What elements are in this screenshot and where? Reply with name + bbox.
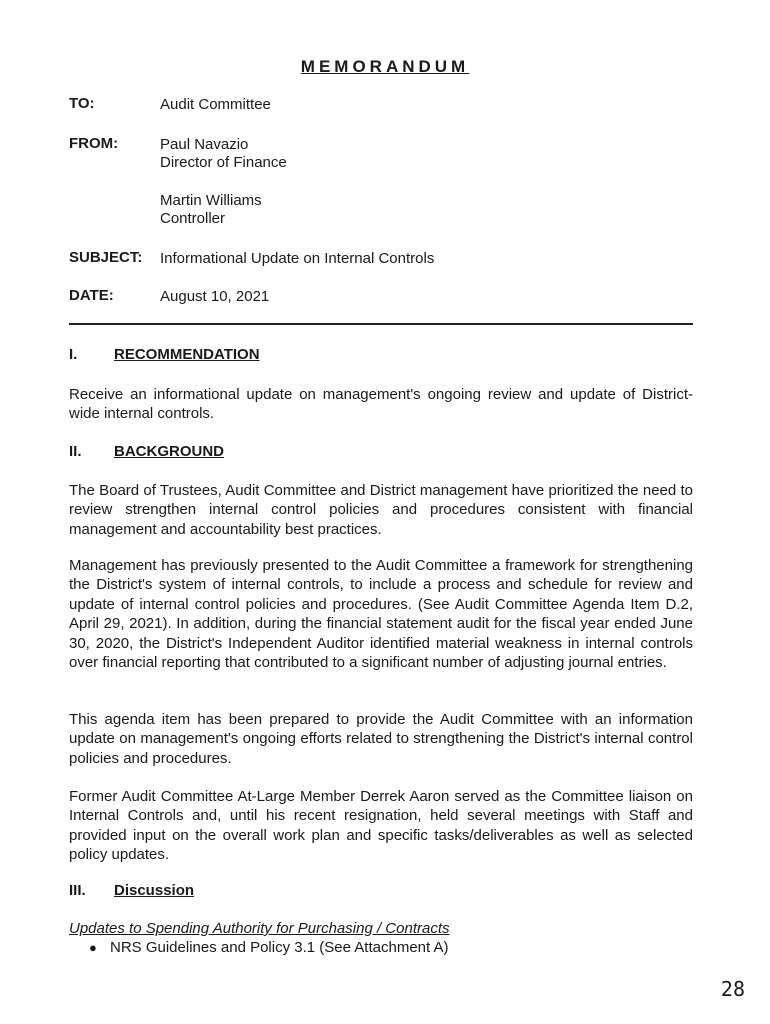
from-name-2: Martin Williams — [160, 192, 262, 209]
section-2-title: BACKGROUND — [114, 443, 224, 460]
section-3-title: Discussion — [114, 882, 195, 899]
to-label: TO: — [69, 95, 95, 112]
background-paragraph-1: The Board of Trustees, Audit Committee and District management have prioritized the need to review strengthen internal control policies and procedures consistent with financial management and accountability best practices. — [69, 482, 693, 538]
from-title-1: Director of Finance — [160, 154, 287, 171]
date-value: August 10, 2021 — [160, 288, 270, 305]
memo-title: MEMORANDUM — [300, 57, 470, 76]
discussion-bullet: NRS Guidelines and Policy 3.1 (See Attachment A) — [110, 939, 449, 956]
recommendation-paragraph: Receive an informational update on management's ongoing review and update of District-wide internal controls. — [69, 386, 693, 423]
section-1-title: RECOMMENDATION — [114, 346, 260, 363]
page-number: 28 — [720, 977, 745, 1001]
section-3-number: III. — [69, 882, 86, 899]
discussion-subheading: Updates to Spending Authority for Purchasing / Contracts — [69, 920, 450, 937]
from-title-2: Controller — [160, 210, 226, 227]
header-divider — [69, 323, 693, 325]
subject-label: SUBJECT: — [69, 249, 143, 266]
bullet-icon: ● — [89, 940, 97, 955]
date-label: DATE: — [69, 287, 114, 304]
from-label: FROM: — [69, 135, 119, 152]
section-1-number: I. — [69, 346, 78, 363]
background-paragraph-4: Former Audit Committee At-Large Member Derrek Aaron served as the Committee liaison on Internal Controls and, until his recent resignation, held several meetings with Staff and provided input on the overall work plan and specific tasks/deliverables as well as selected policy updates. — [69, 788, 693, 864]
background-paragraph-3: This agenda item has been prepared to provide the Audit Committee with an information update on management's ongoing efforts related to strengthening the District's internal control policies and procedures. — [69, 711, 693, 767]
section-2-number: II. — [69, 443, 82, 460]
from-name-1: Paul Navazio — [160, 136, 249, 153]
subject-value: Informational Update on Internal Controls — [160, 250, 435, 267]
background-paragraph-2: Management has previously presented to the Audit Committee a framework for strengthening the District's system of internal controls, to include a process and schedule for review and update of internal control policies and procedures. (See Audit Committee Agenda Item D.2, April 29, 2021). In addition, during the financial statement audit for the fiscal year ended June 30, 2020, the District's Independent Auditor identified material weakness in internal controls over financial reporting that contributed to a significant number of adjusting journal entries. — [69, 557, 693, 672]
to-value: Audit Committee — [160, 96, 271, 113]
